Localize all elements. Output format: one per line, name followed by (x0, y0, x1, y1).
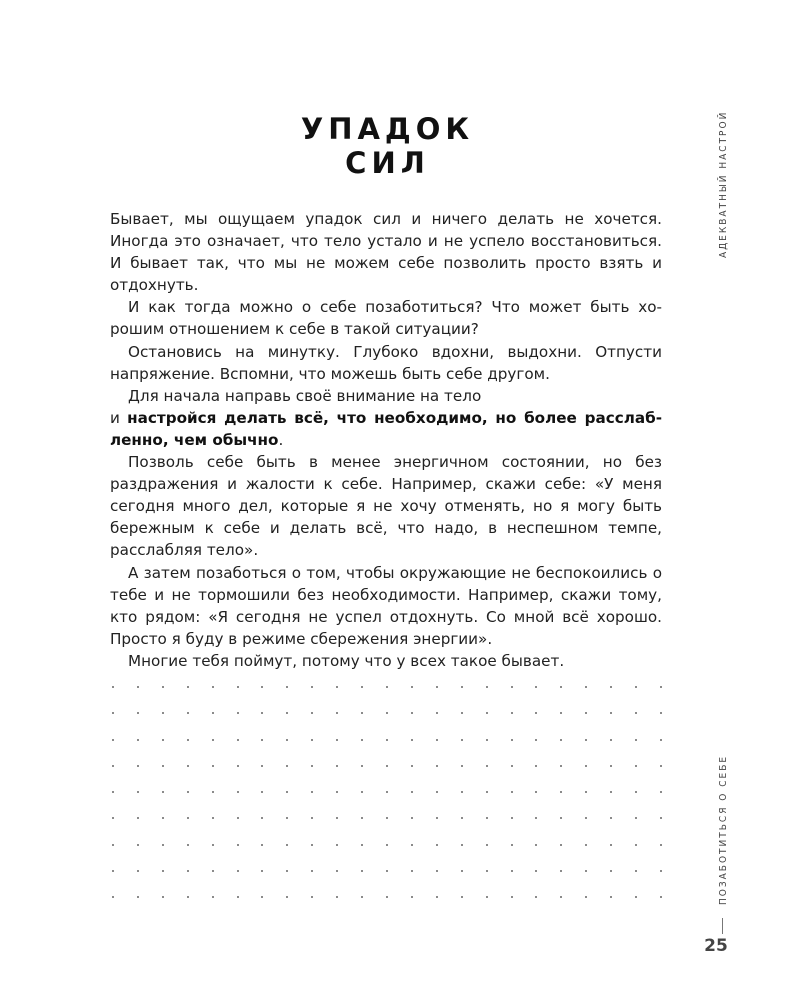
dot (336, 870, 338, 872)
dot (461, 844, 463, 846)
title-line-2: СИЛ (345, 146, 430, 180)
sidebar-divider (722, 918, 723, 934)
dot-row (112, 844, 662, 870)
dot (585, 765, 587, 767)
dot (486, 817, 488, 819)
dot (461, 686, 463, 688)
dot (286, 739, 288, 741)
dot (660, 896, 662, 898)
dot (112, 896, 114, 898)
dot (162, 686, 164, 688)
dot (237, 817, 239, 819)
dot (187, 765, 189, 767)
dot (411, 765, 413, 767)
dot (635, 686, 637, 688)
dot (635, 712, 637, 714)
dot (635, 817, 637, 819)
dot (386, 870, 388, 872)
dot (336, 791, 338, 793)
dot (162, 791, 164, 793)
dot (361, 712, 363, 714)
dot (162, 739, 164, 741)
dot (162, 870, 164, 872)
dot-row (112, 712, 662, 738)
dot (511, 817, 513, 819)
dot (112, 791, 114, 793)
dot (137, 712, 139, 714)
dot (286, 791, 288, 793)
dot (635, 896, 637, 898)
dot (137, 817, 139, 819)
dot (311, 896, 313, 898)
dot (585, 739, 587, 741)
dot (187, 844, 189, 846)
dot (187, 896, 189, 898)
dot (237, 791, 239, 793)
dot (212, 712, 214, 714)
dot (112, 739, 114, 741)
dot (511, 765, 513, 767)
dot (187, 817, 189, 819)
dot (560, 739, 562, 741)
dot (411, 686, 413, 688)
dot (336, 765, 338, 767)
dot (386, 791, 388, 793)
dot (212, 817, 214, 819)
dot (486, 686, 488, 688)
dot (212, 844, 214, 846)
dot (261, 896, 263, 898)
dot (361, 765, 363, 767)
dot (112, 844, 114, 846)
dot (311, 791, 313, 793)
dot (187, 686, 189, 688)
dot (162, 765, 164, 767)
dot (286, 870, 288, 872)
dot (187, 739, 189, 741)
dot (286, 686, 288, 688)
page-title (0, 112, 775, 180)
dot (212, 791, 214, 793)
dot (162, 844, 164, 846)
dot (461, 870, 463, 872)
dot (461, 765, 463, 767)
dot (336, 817, 338, 819)
dot (535, 791, 537, 793)
dot (237, 844, 239, 846)
dot (361, 896, 363, 898)
dot (635, 739, 637, 741)
dot (361, 817, 363, 819)
dot (361, 686, 363, 688)
dot (261, 791, 263, 793)
dot (137, 765, 139, 767)
dot (361, 870, 363, 872)
dot (386, 896, 388, 898)
dot (112, 765, 114, 767)
dot (162, 817, 164, 819)
dot (212, 739, 214, 741)
paragraph-4: Для начала направь своё внимание на тело (128, 386, 482, 405)
dot (511, 844, 513, 846)
dot (311, 712, 313, 714)
paragraph-8: Многие тебя поймут, потому что у всех такое бывает. (128, 651, 565, 670)
dot (286, 765, 288, 767)
page-number: 25 (704, 936, 728, 956)
paragraph-2: И как тогда можно о себе позаботиться? Что может быть хорошим отношением к себе в такой ситуации? (110, 298, 662, 339)
dot (535, 765, 537, 767)
dot (461, 739, 463, 741)
dot (411, 896, 413, 898)
dot (461, 817, 463, 819)
dot (137, 896, 139, 898)
paragraph-7: А затем позаботься о том, чтобы окружающие не беспокоились о тебе и не тормошили без необходимости. Например, скажи тому, кто рядом: «Я сегодня не успел отдохнуть. Со мной всё хорошо. Просто я буду в режиме сбережения энергии». (110, 563, 662, 648)
dot (286, 896, 288, 898)
dot (610, 791, 612, 793)
dot (386, 712, 388, 714)
dot (386, 739, 388, 741)
dot (585, 712, 587, 714)
dot (635, 765, 637, 767)
dot (112, 686, 114, 688)
dot (535, 712, 537, 714)
paragraph-3: Остановись на минутку. Глубоко вдохни, выдохни. Отпусти напряжение. Вспомни, что можешь быть себе другом. (110, 342, 662, 383)
dot (286, 844, 288, 846)
dot (461, 896, 463, 898)
dot (436, 739, 438, 741)
dot (237, 739, 239, 741)
dot (237, 870, 239, 872)
paragraph-5-prefix: и (110, 408, 128, 427)
dot (486, 870, 488, 872)
dot (660, 712, 662, 714)
dot (212, 765, 214, 767)
dot-row (112, 817, 662, 843)
dot (386, 817, 388, 819)
dot (610, 896, 612, 898)
dot (386, 686, 388, 688)
paragraph-5-bold: настройся делать всё, что необходимо, но более расслабленно, чем обычно (110, 408, 662, 449)
dot (386, 765, 388, 767)
title-line-1: УПАДОК (300, 112, 475, 146)
dot (187, 712, 189, 714)
dot (660, 817, 662, 819)
dot (361, 791, 363, 793)
body-text (110, 208, 662, 672)
dot (486, 712, 488, 714)
dot (585, 686, 587, 688)
dot (660, 686, 662, 688)
dot (336, 686, 338, 688)
dot (112, 817, 114, 819)
section-label-bottom: ПОЗАБОТИТЬСЯ О СЕБЕ (718, 754, 729, 905)
dot-row (112, 791, 662, 817)
dot (311, 844, 313, 846)
dot (486, 896, 488, 898)
dot (560, 791, 562, 793)
dot (486, 739, 488, 741)
dot (212, 870, 214, 872)
dot (610, 686, 612, 688)
dot (511, 712, 513, 714)
dot (311, 765, 313, 767)
dot (461, 791, 463, 793)
dot (511, 739, 513, 741)
dot (237, 712, 239, 714)
dot (560, 817, 562, 819)
dot (560, 870, 562, 872)
dot (286, 712, 288, 714)
dot (436, 844, 438, 846)
dot (560, 765, 562, 767)
dot (261, 844, 263, 846)
dot (610, 817, 612, 819)
paragraph-5-suffix: . (278, 430, 284, 449)
dot (560, 896, 562, 898)
dot (660, 739, 662, 741)
dot (436, 765, 438, 767)
dot (162, 896, 164, 898)
dot (311, 686, 313, 688)
dot (411, 712, 413, 714)
dot (361, 844, 363, 846)
dot (585, 896, 587, 898)
dot (261, 765, 263, 767)
dot (237, 686, 239, 688)
dot (511, 686, 513, 688)
dot-grid-notes-area (112, 686, 662, 923)
dot (286, 817, 288, 819)
dot (311, 739, 313, 741)
dot (411, 870, 413, 872)
dot (261, 870, 263, 872)
dot (436, 686, 438, 688)
dot (261, 686, 263, 688)
dot (137, 844, 139, 846)
dot (436, 870, 438, 872)
dot (585, 844, 587, 846)
dot (511, 896, 513, 898)
dot (137, 791, 139, 793)
dot (336, 896, 338, 898)
dot (411, 739, 413, 741)
dot (261, 817, 263, 819)
dot (535, 817, 537, 819)
dot (610, 739, 612, 741)
dot (486, 765, 488, 767)
dot (585, 870, 587, 872)
section-label-top: АДЕКВАТНЫЙ НАСТРОЙ (718, 110, 729, 258)
dot (560, 844, 562, 846)
dot (461, 712, 463, 714)
dot (212, 686, 214, 688)
dot (187, 870, 189, 872)
dot (635, 791, 637, 793)
dot (486, 791, 488, 793)
dot (162, 712, 164, 714)
dot (585, 817, 587, 819)
dot (261, 712, 263, 714)
dot (511, 870, 513, 872)
dot (411, 844, 413, 846)
dot (386, 844, 388, 846)
dot (610, 844, 612, 846)
dot (560, 686, 562, 688)
dot (535, 686, 537, 688)
dot (535, 870, 537, 872)
dot (212, 896, 214, 898)
dot-row (112, 765, 662, 791)
dot (560, 712, 562, 714)
dot (660, 844, 662, 846)
dot (535, 844, 537, 846)
dot (261, 739, 263, 741)
dot (436, 896, 438, 898)
dot (187, 791, 189, 793)
paragraph-1: Бывает, мы ощущаем упадок сил и ничего делать не хочется. Иногда это означает, что тело устало и не успело восстановиться. И бывает так, что мы не можем себе позволить просто взять и отдохнуть. (110, 210, 662, 295)
dot (610, 870, 612, 872)
dot (610, 712, 612, 714)
paragraph-6: Позволь себе быть в менее энергичном состоянии, но без раздражения и жалости к себе. Например, скажи себе: «У меня сегодня много дел, которые я не хочу отменять, но я могу быть бережным к себе и делать всё, что надо, в неспешном темпе, расслабляя тело». (110, 453, 662, 560)
dot (137, 686, 139, 688)
dot (535, 896, 537, 898)
dot (311, 817, 313, 819)
dot (336, 844, 338, 846)
dot (237, 765, 239, 767)
dot-row (112, 896, 662, 922)
dot (336, 739, 338, 741)
dot (511, 791, 513, 793)
dot (610, 765, 612, 767)
dot (311, 870, 313, 872)
dot (137, 870, 139, 872)
dot (660, 765, 662, 767)
dot (411, 791, 413, 793)
dot (635, 844, 637, 846)
dot (585, 791, 587, 793)
dot (237, 896, 239, 898)
dot-row (112, 686, 662, 712)
dot (112, 870, 114, 872)
dot (411, 817, 413, 819)
dot (660, 791, 662, 793)
dot (436, 791, 438, 793)
dot (137, 739, 139, 741)
paragraph-5 (110, 407, 662, 451)
dot (486, 844, 488, 846)
dot-row (112, 739, 662, 765)
dot (660, 870, 662, 872)
dot (635, 870, 637, 872)
dot (535, 739, 537, 741)
dot-row (112, 870, 662, 896)
dot (361, 739, 363, 741)
dot (112, 712, 114, 714)
dot (336, 712, 338, 714)
dot (436, 712, 438, 714)
dot (436, 817, 438, 819)
